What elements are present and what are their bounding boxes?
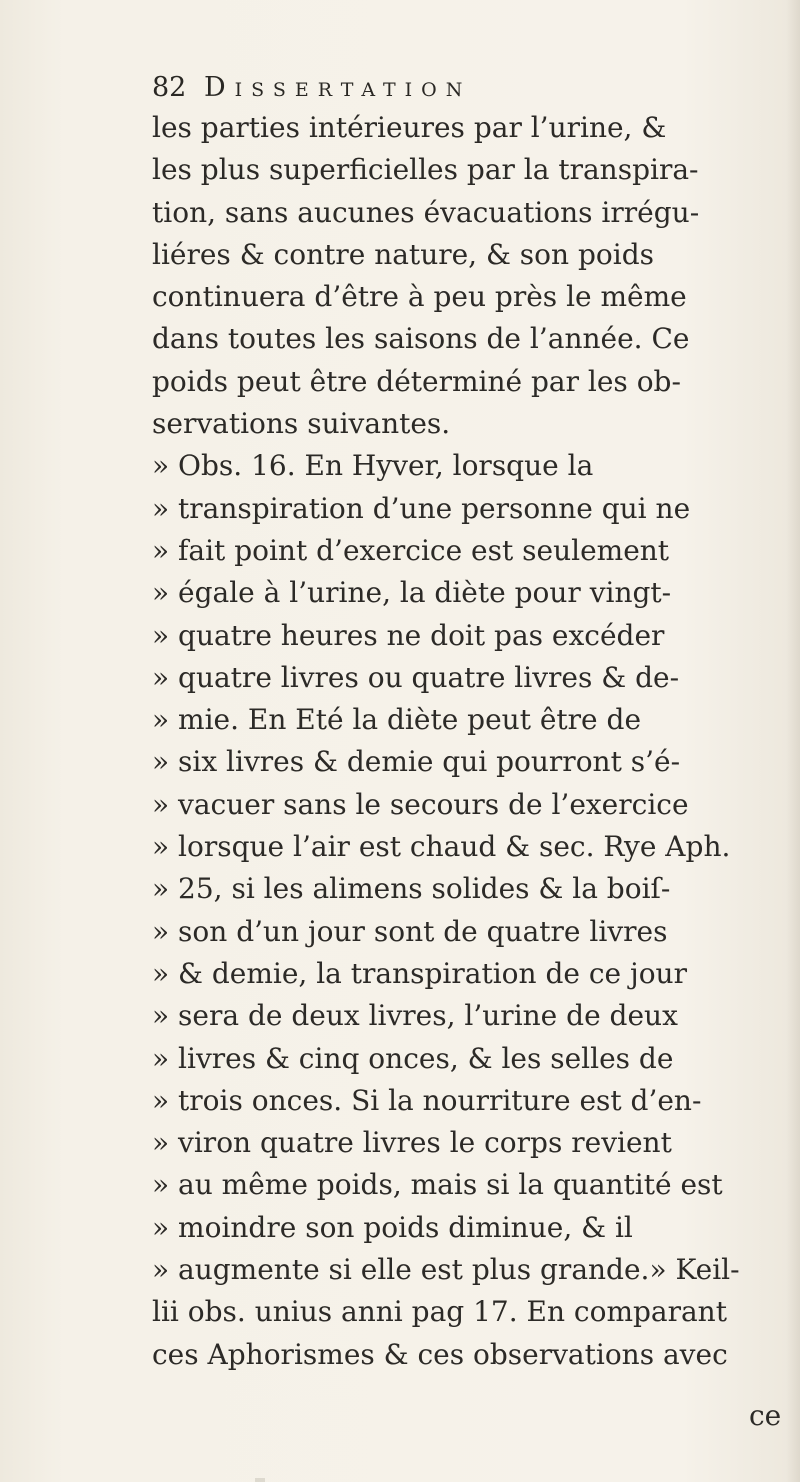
text-line: ces Aphorismes & ces observations avec <box>152 1337 728 1371</box>
text-line: poids peut être déterminé par les ob- <box>152 364 681 398</box>
text-line: » sera de deux livres, l’urine de deux <box>152 999 678 1033</box>
text-line: » lorsque l’air est chaud & sec. Rye Aph. <box>152 830 731 864</box>
text-line: servations suivantes. <box>152 407 451 441</box>
text-line: lii obs. unius anni pag 17. En comparant <box>152 1295 727 1329</box>
text-line: » trois onces. Si la nourriture est d’en- <box>152 1083 702 1117</box>
text-line: » mie. En Eté la diète peut être de <box>152 703 642 737</box>
text-line: » & demie, la transpiration de ce jour <box>152 956 687 990</box>
text-line: les plus superficielles par la transpira- <box>152 153 699 187</box>
text-line: » moindre son poids diminue, & il <box>152 1210 633 1244</box>
text-line: » augmente si elle est plus grande.» Keil- <box>152 1253 740 1287</box>
paper-stain <box>255 1478 265 1482</box>
text-line: » 25, si les alimens solides & la boiſ- <box>152 872 671 906</box>
text-line: » transpiration d’une personne qui ne <box>152 491 691 525</box>
text-line: » livres & cinq onces, & les selles de <box>152 1041 674 1075</box>
text-line: » quatre heures ne doit pas excéder <box>152 618 665 652</box>
text-line: » six livres & demie qui pourront s’é- <box>152 745 681 779</box>
page-number: 82 <box>152 72 187 103</box>
text-line: continuera d’être à peu près le même <box>152 280 687 314</box>
body-text <box>152 107 792 1376</box>
text-line: » au même poids, mais si la quantité est <box>152 1168 723 1202</box>
text-line: » Obs. 16. En Hyver, lorsque la <box>152 449 594 483</box>
catchword: ce <box>749 1399 782 1432</box>
page-header <box>152 70 712 106</box>
text-line: » fait point d’exercice est seulement <box>152 533 670 567</box>
text-line: dans toutes les saisons de l’année. Ce <box>152 322 690 356</box>
text-line: » son d’un jour sont de quatre livres <box>152 914 668 948</box>
text-line: » égale à l’urine, la diète pour vingt- <box>152 576 672 610</box>
text-line: » quatre livres ou quatre livres & de- <box>152 660 680 694</box>
text-line: » viron quatre livres le corps revient <box>152 1126 672 1160</box>
text-line: les parties intérieures par l’urine, & <box>152 111 667 144</box>
text-line: tion, sans aucunes évacuations irrégu- <box>152 195 700 229</box>
running-title: Dissertation <box>204 72 472 103</box>
text-line: » vacuer sans le secours de l’exercice <box>152 787 689 821</box>
text-line: liéres & contre nature, & son poids <box>152 237 654 271</box>
